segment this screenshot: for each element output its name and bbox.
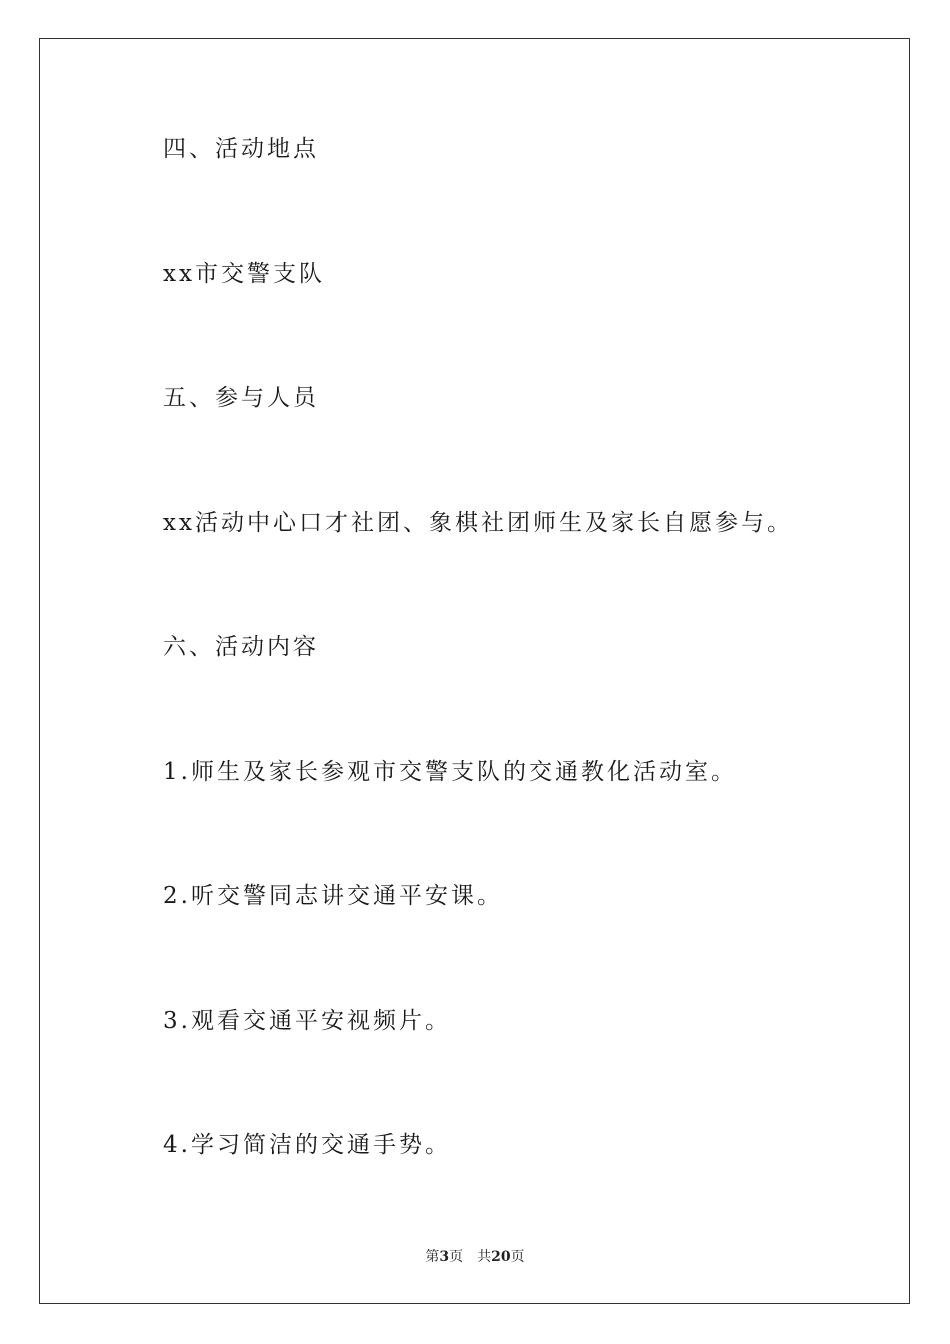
content-item-1: 1.师生及家长参观市交警支队的交通教化活动室。 (163, 759, 737, 785)
page-frame (39, 38, 910, 1304)
section-heading-location: 四、活动地点 (163, 136, 319, 162)
footer-total-pages: 20 (491, 1249, 511, 1265)
location-text: xx市交警支队 (163, 261, 325, 287)
section-heading-participants: 五、参与人员 (163, 385, 319, 411)
footer-page-prefix: 第 (425, 1249, 440, 1265)
footer-total-prefix: 共 (477, 1249, 492, 1265)
content-item-2: 2.听交警同志讲交通平安课。 (163, 883, 503, 909)
participants-text: xx活动中心口才社团、象棋社团师生及家长自愿参与。 (163, 510, 793, 536)
footer-current-page: 3 (439, 1249, 450, 1265)
content-item-4: 4.学习简洁的交通手势。 (163, 1132, 451, 1158)
page-footer (0, 1247, 950, 1267)
section-heading-content: 六、活动内容 (163, 634, 319, 660)
footer-page-suffix: 页 (449, 1249, 464, 1265)
footer-total-suffix: 页 (510, 1249, 525, 1265)
content-item-3: 3.观看交通平安视频片。 (163, 1008, 451, 1034)
